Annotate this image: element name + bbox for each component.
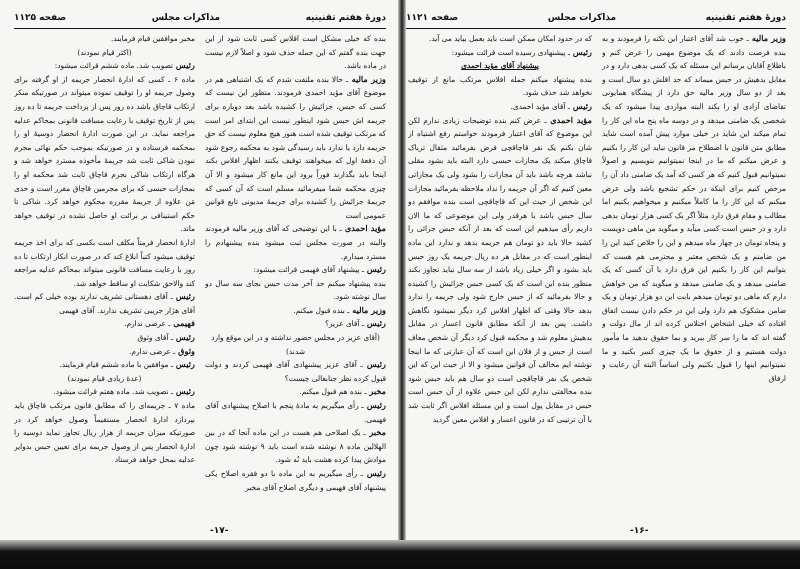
speech-paragraph (205, 399, 386, 426)
speech-paragraph (14, 358, 195, 372)
left-page-columns (14, 32, 386, 518)
speech-paragraph (14, 317, 195, 331)
speech-text: ـ موافقین با ماده ششم قیام فرمایند. (59, 360, 173, 370)
proposal-heading: پیشنهاد آقای مؤید احمدی (461, 61, 539, 71)
speaker-name: رئیس (173, 386, 195, 397)
speech-text: ـ حالا بنده ملتفت شدم که یک اشتباهی هم در موضوع آقای مؤید احمدی فرمودند. منظور این نیست که کسی که حبس، جزائیش را کشیده باشد بعد دوباره برای جریمه اش حبس شود اینطور نیست این ابتدای امر است که مرتکب توقیف شده است هنوز هیچ معلوم نیست که حق جریمه دارد یا ندارد باید رسیدگی شود به محکمه رجوع شود آن دفعهٔ اول که میخواهند توقیف بکنند اظهار افلاس بکند اینجا باید بگذارند فوراً برود این مانع کار میشود و الا آن چیزی محکمه شما میفرمائید مسلم است که آن کسی که جریمهٔ جزائیش را کشیده برای جریمهٔ مدیونی تابع قوانین عمومی است (205, 74, 386, 220)
left-page (0, 0, 400, 548)
right-page (400, 0, 800, 548)
speaker-name: وزیر مالیه (349, 304, 386, 315)
speaker-name: مؤید احمدی (546, 114, 592, 125)
speech-text: ـ رأی میگیریم به این ماده با دو فقره اصلاح یکی پیشنهاد آقای فهیمی و دیگری اصلاح آقای مخبر (205, 469, 386, 492)
speaker-name: وزیر مالیه (348, 73, 386, 84)
speaker-name: رئیس (362, 359, 386, 370)
body-paragraph: ماده ۷ ـ جریمه‌ای را که مطابق قانون مرتکب قاچاق باید بپردازد ادارهٔ انحصار مستقیماً وصول خواهد کرد در صورتیکه میزان جریمه از هزار ریال تجاوز نماید دوسیه را ادارهٔ انحصار پس از وصول جریمه برای تعیین حبس بدوایر عدلیه بمحل خواهد فرستاد (14, 401, 195, 465)
body-paragraph: بنده پیشنهاد میکنم جمله افلاس مرتکب مانع از توقیف نخواهد شد حذف شود. (408, 74, 592, 98)
body-paragraph: که در حدود امکان ممکن است باید بعمل بیاید می آید. (428, 34, 592, 43)
speech-text: ـ تصویب شد. ماده هفتم قرائت میشود. (53, 387, 173, 397)
speaker-name: رئیس (173, 332, 195, 343)
speech-text: ـ بنده هم قبول میکنم. (299, 387, 367, 397)
speech-text: ـ پیشنهاد آقای فهیمی قرائت میشود: (253, 265, 364, 275)
speaker-name: رئیس (362, 468, 386, 478)
stage-note: (آقای عزیز در مجلس حضور نداشته و در این موقع وارد شدند) (211, 333, 380, 356)
speech-text: ـ رأی میگیریم به مادهٔ پنجم با اصلاح پیشنهادی آقای فهیمی. (205, 401, 386, 424)
speech-text: ـ پیشنهادی رسیده است قرائت میشود: (451, 47, 570, 57)
stage-note: (عدهٔ زیادی قیام نمودند) (67, 373, 142, 383)
left-page-right-column (205, 32, 386, 518)
book-gutter-shadow (398, 0, 406, 548)
speech-text: ـ عرض کنم بنده توضیحات زیادی ندارم لکن این موضوع که آقای اعتبار فرمودند خواستم رفع اشتباه از شان بکنم یک نفر قاچاقچی فرض بفرمائید مثقال تریاک قاچاق میکند یک مجازات حبسی دارد البته باید بشود مقلی نباشد هرچه باشد باید آن مجازات را بشود ولی یک مجازاتی معین کنیم که اگر آن جریمه را نداد ملاحظه بفرمائید مجازات این شخص از حیث این که قاچاقچی است بنده موافقم دو سال حبس باشد با هرقدر ولی این موضوعی که ما الان داریم رأی میدهیم این است که بعد از آنکه حبس جزائی را کشید حالا باید دو تومان هم جریمه بدهد و ندارد این ماده اینطور است که در مقابل هر ده ریال جریمه یک روز حبس باید بشود و اگر خیلی زیاد باشد از سه سال نباید تجاوز بکند منظور بنده این است که یک کسی حبس جزائیش را کشیده و حالا بفرمائید که از حبس خارج شود ولی جریمه را ندارد بدهد حالا وقتی که اظهار افلاس کرد دیگر نمیشود نگاهش داشت. پس بعد از آنکه مطابق قانون اعسار در مقابل بدهیش معلوم شد و محکمه قبول کرد دیگر آن شخص معاف است از حبس و از فلان این است که آن عبارتی که ما اینجا نوشته ایم مخالف آن قوانین میشود و الا از حیث این که این شخص یک نفر قاچاقچی است دو سال هم باید حبس شود بنده مخالفتی ندارم لکن این حبس علاوه از آن حبس است حبس در مقابل پول است و این مسئله افلاس اگر ثابت شد با آن ترتیبی که در قانون اعسار و افلاس معین گردید (408, 115, 592, 424)
speaker-name: رئیس (363, 400, 386, 411)
speech-paragraph (205, 73, 386, 223)
speech-text: تصویب شد. ماده ششم قرائت میشود: (54, 61, 173, 71)
right-page-folio: -۱۶- (630, 526, 649, 536)
body-paragraph: ادارهٔ انحصار فرمتاً مکلف است بکسی که برای اخذ جریمه توقیف میشود کتباً ابلاغ کند که در صورت انکار ارتکاب تا ده روز با رعایت مسافت قانونی میتواند بمحاکم عدلیه مراجعه کند والاحق شکایت او ساقط خواهد شد. (14, 237, 195, 288)
speaker-name: وزیر مالیه (748, 33, 786, 43)
speaker-name: وثوق (175, 345, 195, 356)
speech-text: ـ آقای وثوق (137, 333, 173, 343)
speech-paragraph (205, 304, 386, 318)
speech-paragraph (205, 467, 386, 494)
speech-paragraph (205, 358, 386, 385)
speaker-name: رئیس (173, 359, 195, 370)
speech-paragraph (14, 59, 195, 73)
speech-paragraph (408, 46, 592, 60)
speech-text: ـ با این توضیحی که آقای وزیر مالیه فرمودند والبته در صورت مجلس ثبت میشود بنده پیشنهادم را مسترد میدارم. (205, 224, 386, 261)
speech-paragraph (14, 385, 195, 399)
speech-text: ـ خوب شد آقای اعتبار این نکته را فرمودند و به بنده فرصت دادند که یک موضوع مهمی را عرض کنم و باطلاع آقایان برسانم این مسئله که یک کسی بدهی دارد و در مقابل بدهیش در حبس میماند که حد اقلش دو سال است و بعد از دو سال وزیر مالیه حق دارد از پیشگاه همایونی تقاضای آزادی او را بکند البته مواردی پیدا میشود که یک شخصی یک ضامنی میدهد و در دوسه ماه پنج ماه این کار را تمام میکند این شاید در خیلی موارد پیش آمده است شاید مطابق متن قانون با اصطلاح مر قانون نباید این کار را بکنیم و عرض میکنم که ما در اینجا نمیتوانیم بنویسیم و اصولاً نمیتوانیم قبول کنیم که هر کسی که آمد یک ضامنی داد آن را مرخص کنیم برای اینکه در حکم تشجیع باشد ولی عرض میکنم که این کار را ما کاملاً میکنیم و میخواهیم بکنیم اما مطالب و مقام فرق دارد مثلاً اگر یک کسی هزار تومان بدهی دارد و در حبس است کسی میآید و میگوید من ماهی دویست و پنجاه تومان در چهار ماه میدهم و این را خلاص کنید این را من ضامنم و یک شخص معتبر و محترمی هم هست که بتوانیم این کار را بکنیم این فرق دارد با آن کسی که یک ضامنی میدهد و یک ضامنی میدهد و میگوید که من خواهش دارم که ماهی دو تومان میدهم بابت این دو هزار تومان و یک ضامن مشکوک هم دارد ولی این در حکم دادن نیست اتفاق افتاده که خیلی اشخاص اختلاس کرده اند از مال دولت و گفته اند که ما را سر کار ببرید و بما حقوق بدهید ما مأمور دولت هستیم و از حقوق ما یک چیزی کسر بکنید و ما نمیتوانیم اینها را قبول بکنیم ولی اساساً البته آن رعایت و ارفاق (602, 34, 786, 383)
speech-paragraph (408, 100, 592, 114)
speech-paragraph (205, 317, 386, 331)
speech-paragraph (205, 263, 386, 277)
speech-text: ـ آقای عزیز؟ (324, 319, 364, 329)
speech-text: ـ عرضی ندارم. (129, 346, 176, 356)
speaker-name: فهیمی (170, 318, 195, 329)
speech-paragraph (14, 345, 195, 359)
speech-text: ـ عرضی ندارم. (124, 319, 171, 329)
speech-paragraph (205, 426, 386, 467)
speech-text: ـ آقای عزیز پیشنهادی آقای فهیمی کردند و دولت قبول کرده نظر جنابعالی چیست؟ (205, 360, 386, 383)
speaker-name: رئیس (364, 264, 386, 275)
speaker-name: رئیس (570, 100, 592, 111)
speaker-name: رئیس (364, 318, 386, 329)
left-header-page-label: صفحه ۱۱۲۵ (14, 13, 67, 23)
right-page-right-column (602, 32, 786, 518)
speech-paragraph (14, 290, 195, 317)
speaker-name: رئیس (172, 291, 195, 302)
right-header-title: مذاکرات مجلس (547, 13, 617, 23)
speaker-name: مخبر (365, 427, 386, 438)
speech-paragraph (602, 32, 786, 385)
body-paragraph: ماده ۶ ـ کسی که ادارهٔ انحصار جریمه از او گرفته برای وصول جریمه او را توقیف نموده میتواند در صورتیکه منکر ارتکاب قاچاق باشد ده روز پس از پرداخت جریمه تا ده روز پس از تاریخ توقیف با رعایت مسافت قانونی بمحاکم عدلیه مراجعه نماید. در این صورت ادارهٔ انحصار دوسیهٔ او را بمحکمه فرستاده و در صورتیکه بموجب حکم نهائی مجرم نبودن شاکی ثابت شد جریمهٔ مأخوذه مسترد خواهد شد و هرگاه ارتکاب شاکی بجرم قاچاق ثابت شد محکمه او را بمجازات حبسی که برای مجرمین قاچاق مقرر است و حدی مَن علاوه از جریمهٔ مقرره محکوم خواهد کرد. شاکی تا حکم استینافی بر برائت او حاصل نشده در توقیف خواهد ماند. (14, 74, 195, 234)
right-header-page-label: صفحه ۱۱۲۱ (406, 13, 459, 23)
speech-text: ـ آقای مؤید احمدی. (510, 101, 570, 111)
speech-text: ـ یک اصلاحی هم هست در این ماده آنجا که در بین الهلالین ماده ۸ نوشته شده است باید ۹ نوشته شود چون موادش پیدا کرده هشت باید نُه شود. (205, 428, 386, 465)
left-page-left-column (14, 32, 195, 518)
right-header-term: دورهٔ هفتم تقنینیه (705, 13, 786, 23)
speaker-name: رئیس (570, 46, 592, 57)
speech-text: ـ آقای دهستانی تشریف ندارند بوده خیلی کم است. آقای هژار جریبی تشریف ندارند. آقای فهیمی (14, 292, 195, 315)
scan-bottom-shadow (0, 540, 800, 569)
right-page-header (406, 10, 786, 29)
body-paragraph: بنده که خیلی مشکل است اقلاس کسی ثابت شود از این جهت بنده گفتم که این جمله حذف شود و اصلاً لازم نیست در ماده باشد. (205, 34, 386, 71)
speaker-name: مخبر (366, 386, 386, 397)
left-header-term: دورهٔ هفتم تقنینیه (305, 13, 386, 23)
right-page-columns (408, 32, 786, 518)
speaker-name: رئیس (173, 60, 195, 71)
left-page-folio: -۱۷- (210, 526, 229, 536)
left-header-title: مذاکرات مجلس (151, 13, 221, 23)
body-paragraph: مخبر موافقین قیام فرمایند. (111, 34, 195, 43)
speaker-name: مؤید احمدی (341, 223, 386, 234)
speech-paragraph (14, 331, 195, 345)
speech-paragraph (205, 222, 386, 263)
speech-paragraph (205, 385, 386, 399)
speech-paragraph (408, 114, 592, 427)
left-page-header (14, 10, 386, 29)
stage-note: (اکثر قیام نمودند) (77, 47, 132, 57)
body-paragraph: بنده پیشنهاد میکنم حد آخر مدت حبس بجای سه سال دو سال نوشته شود. (205, 278, 386, 302)
right-page-left-column (408, 32, 592, 518)
speech-text: ـ بنده قبول میکنم. (293, 305, 350, 315)
